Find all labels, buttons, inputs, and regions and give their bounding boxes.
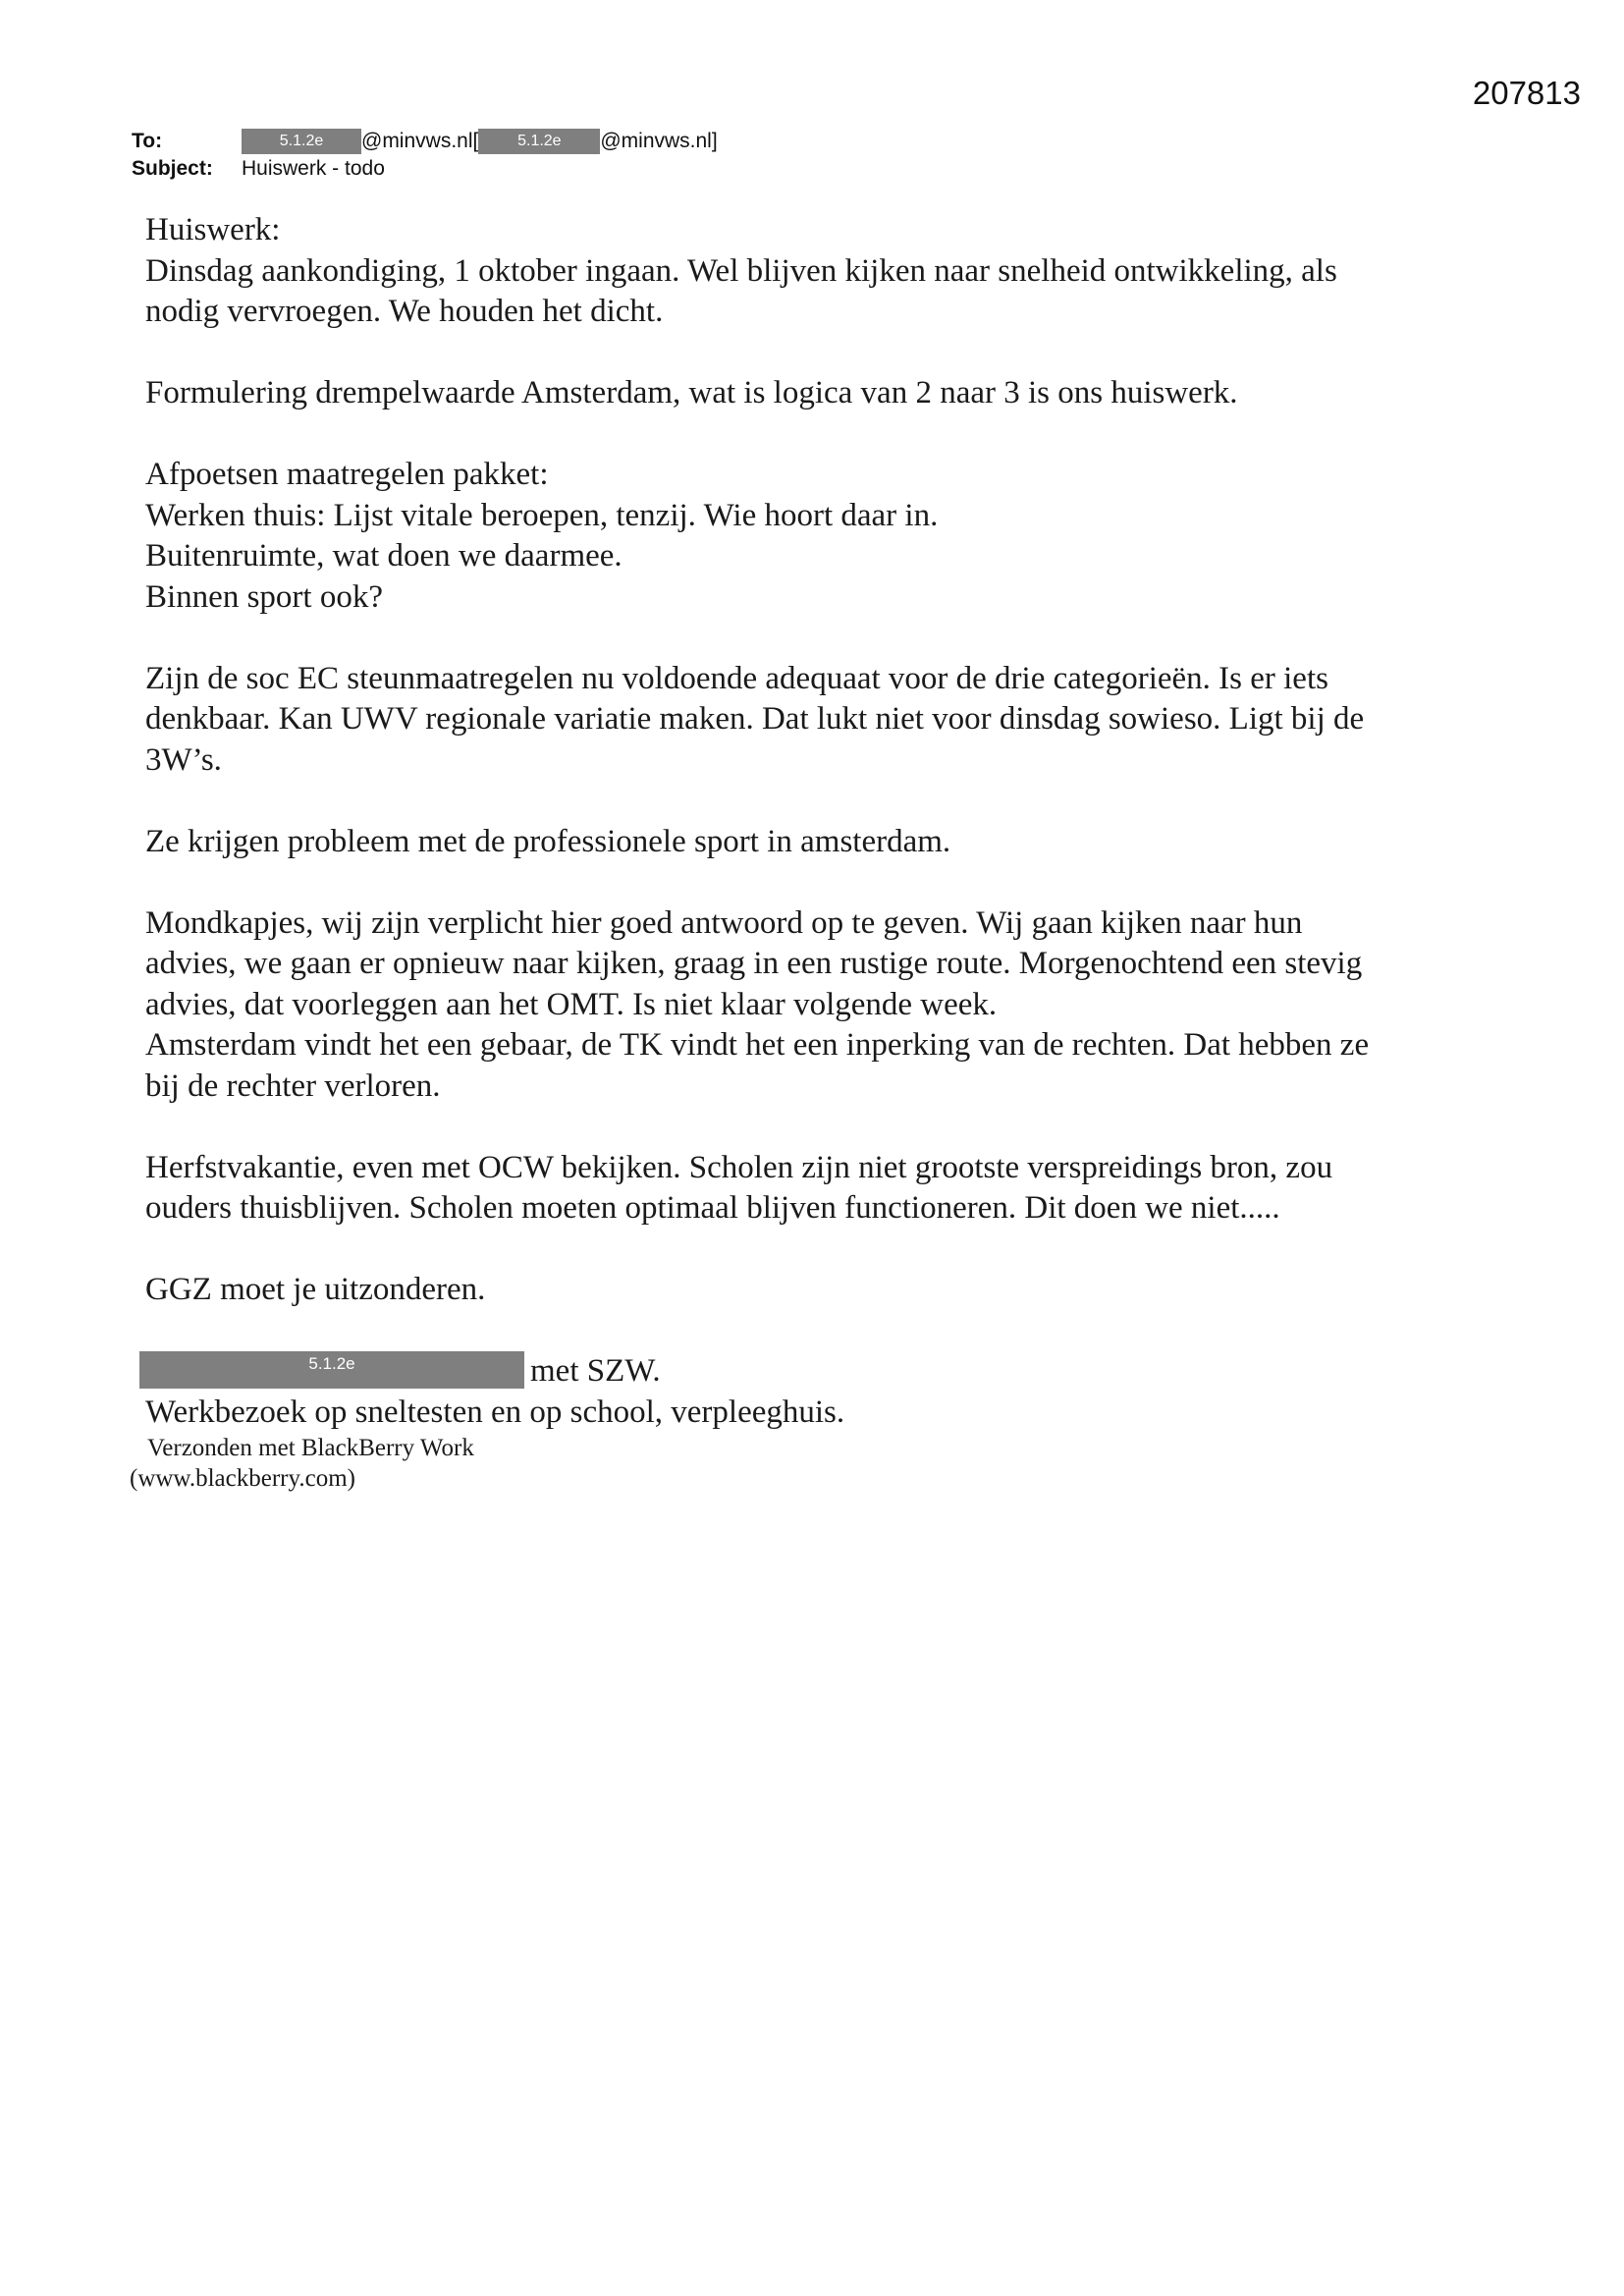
body-paragraph bbox=[145, 659, 1500, 782]
body-paragraph bbox=[145, 373, 1500, 414]
to-label: To: bbox=[132, 130, 163, 152]
body-line: Amsterdam vindt het een gebaar, de TK vindt het een inperking van de rechten. Dat hebben ze bbox=[145, 1027, 1370, 1063]
body-line: Binnen sport ook? bbox=[145, 578, 383, 615]
body-line: Werken thuis: Lijst vitale beroepen, tenzij. Wie hoort daar in. bbox=[145, 497, 939, 533]
redaction-box: 5.1.2e bbox=[478, 129, 600, 154]
document-number: 207813 bbox=[1472, 75, 1581, 111]
body-line: Buitenruimte, wat doen we daarmee. bbox=[145, 538, 623, 574]
body-line: Formulering drempelwaarde Amsterdam, wat is logica van 2 naar 3 is ons huiswerk. bbox=[145, 375, 1238, 410]
body-line: Mondkapjes, wij zijn verplicht hier goed antwoord op te geven. Wij gaan kijken naar hun bbox=[145, 904, 1303, 941]
body-line: bij de rechter verloren. bbox=[145, 1067, 441, 1104]
closing-line: Werkbezoek op sneltesten en op school, verpleeghuis. bbox=[145, 1394, 845, 1430]
body-line: Afpoetsen maatregelen pakket: bbox=[145, 457, 549, 492]
to-value bbox=[242, 128, 718, 155]
body-line: Huiswerk: bbox=[145, 212, 281, 247]
to-address-2: @minvws.nl] bbox=[600, 130, 718, 152]
body-paragraph bbox=[145, 1270, 1500, 1311]
signature-line: Verzonden met BlackBerry Work bbox=[147, 1435, 474, 1461]
body-line: Herfstvakantie, even met OCW bekijken. Scholen zijn niet grootste verspreidings bron, zou bbox=[145, 1149, 1333, 1185]
subject-value: Huiswerk - todo bbox=[242, 157, 385, 180]
closing-text: met SZW. bbox=[530, 1353, 661, 1389]
body-line: advies, dat voorleggen aan het OMT. Is niet klaar volgende week. bbox=[145, 986, 998, 1022]
body-line: Zijn de soc EC steunmaatregelen nu voldoende adequaat voor de drie categorieën. Is er iets bbox=[145, 660, 1328, 696]
redaction-box: 5.1.2e bbox=[139, 1351, 524, 1389]
body-paragraph bbox=[145, 1148, 1500, 1230]
email-body bbox=[130, 210, 1500, 1494]
body-line: advies, we gaan er opnieuw naar kijken, graag in een rustige route. Morgenochtend een stevig bbox=[145, 946, 1363, 981]
closing-redacted-line bbox=[139, 1351, 1500, 1393]
body-line: GGZ moet je uitzonderen. bbox=[145, 1272, 486, 1307]
body-paragraph bbox=[145, 455, 1500, 618]
body-line: denkbaar. Kan UWV regionale variatie maken. Dat lukt niet voor dinsdag sowieso. Ligt bij de bbox=[145, 701, 1365, 737]
redaction-box: 5.1.2e bbox=[242, 129, 361, 154]
body-paragraphs bbox=[145, 210, 1500, 1311]
body-paragraph bbox=[145, 210, 1500, 333]
body-line: Ze krijgen probleem met de professionele sport in amsterdam. bbox=[145, 823, 951, 859]
body-line: 3W’s. bbox=[145, 741, 222, 778]
subject-label: Subject: bbox=[132, 157, 213, 180]
body-line: ouders thuisblijven. Scholen moeten optimaal blijven functioneren. Dit doen we niet..... bbox=[145, 1190, 1280, 1226]
body-line: nodig vervroegen. We houden het dicht. bbox=[145, 294, 664, 329]
to-address-1: @minvws.nl[ bbox=[361, 130, 479, 152]
signature-link: (www.blackberry.com) bbox=[130, 1465, 355, 1492]
body-line: Dinsdag aankondiging, 1 oktober ingaan. Wel blijven kijken naar snelheid ontwikkeling, als bbox=[145, 252, 1337, 289]
body-paragraph bbox=[145, 822, 1500, 863]
body-paragraph bbox=[145, 903, 1500, 1108]
signature bbox=[130, 1433, 1500, 1494]
